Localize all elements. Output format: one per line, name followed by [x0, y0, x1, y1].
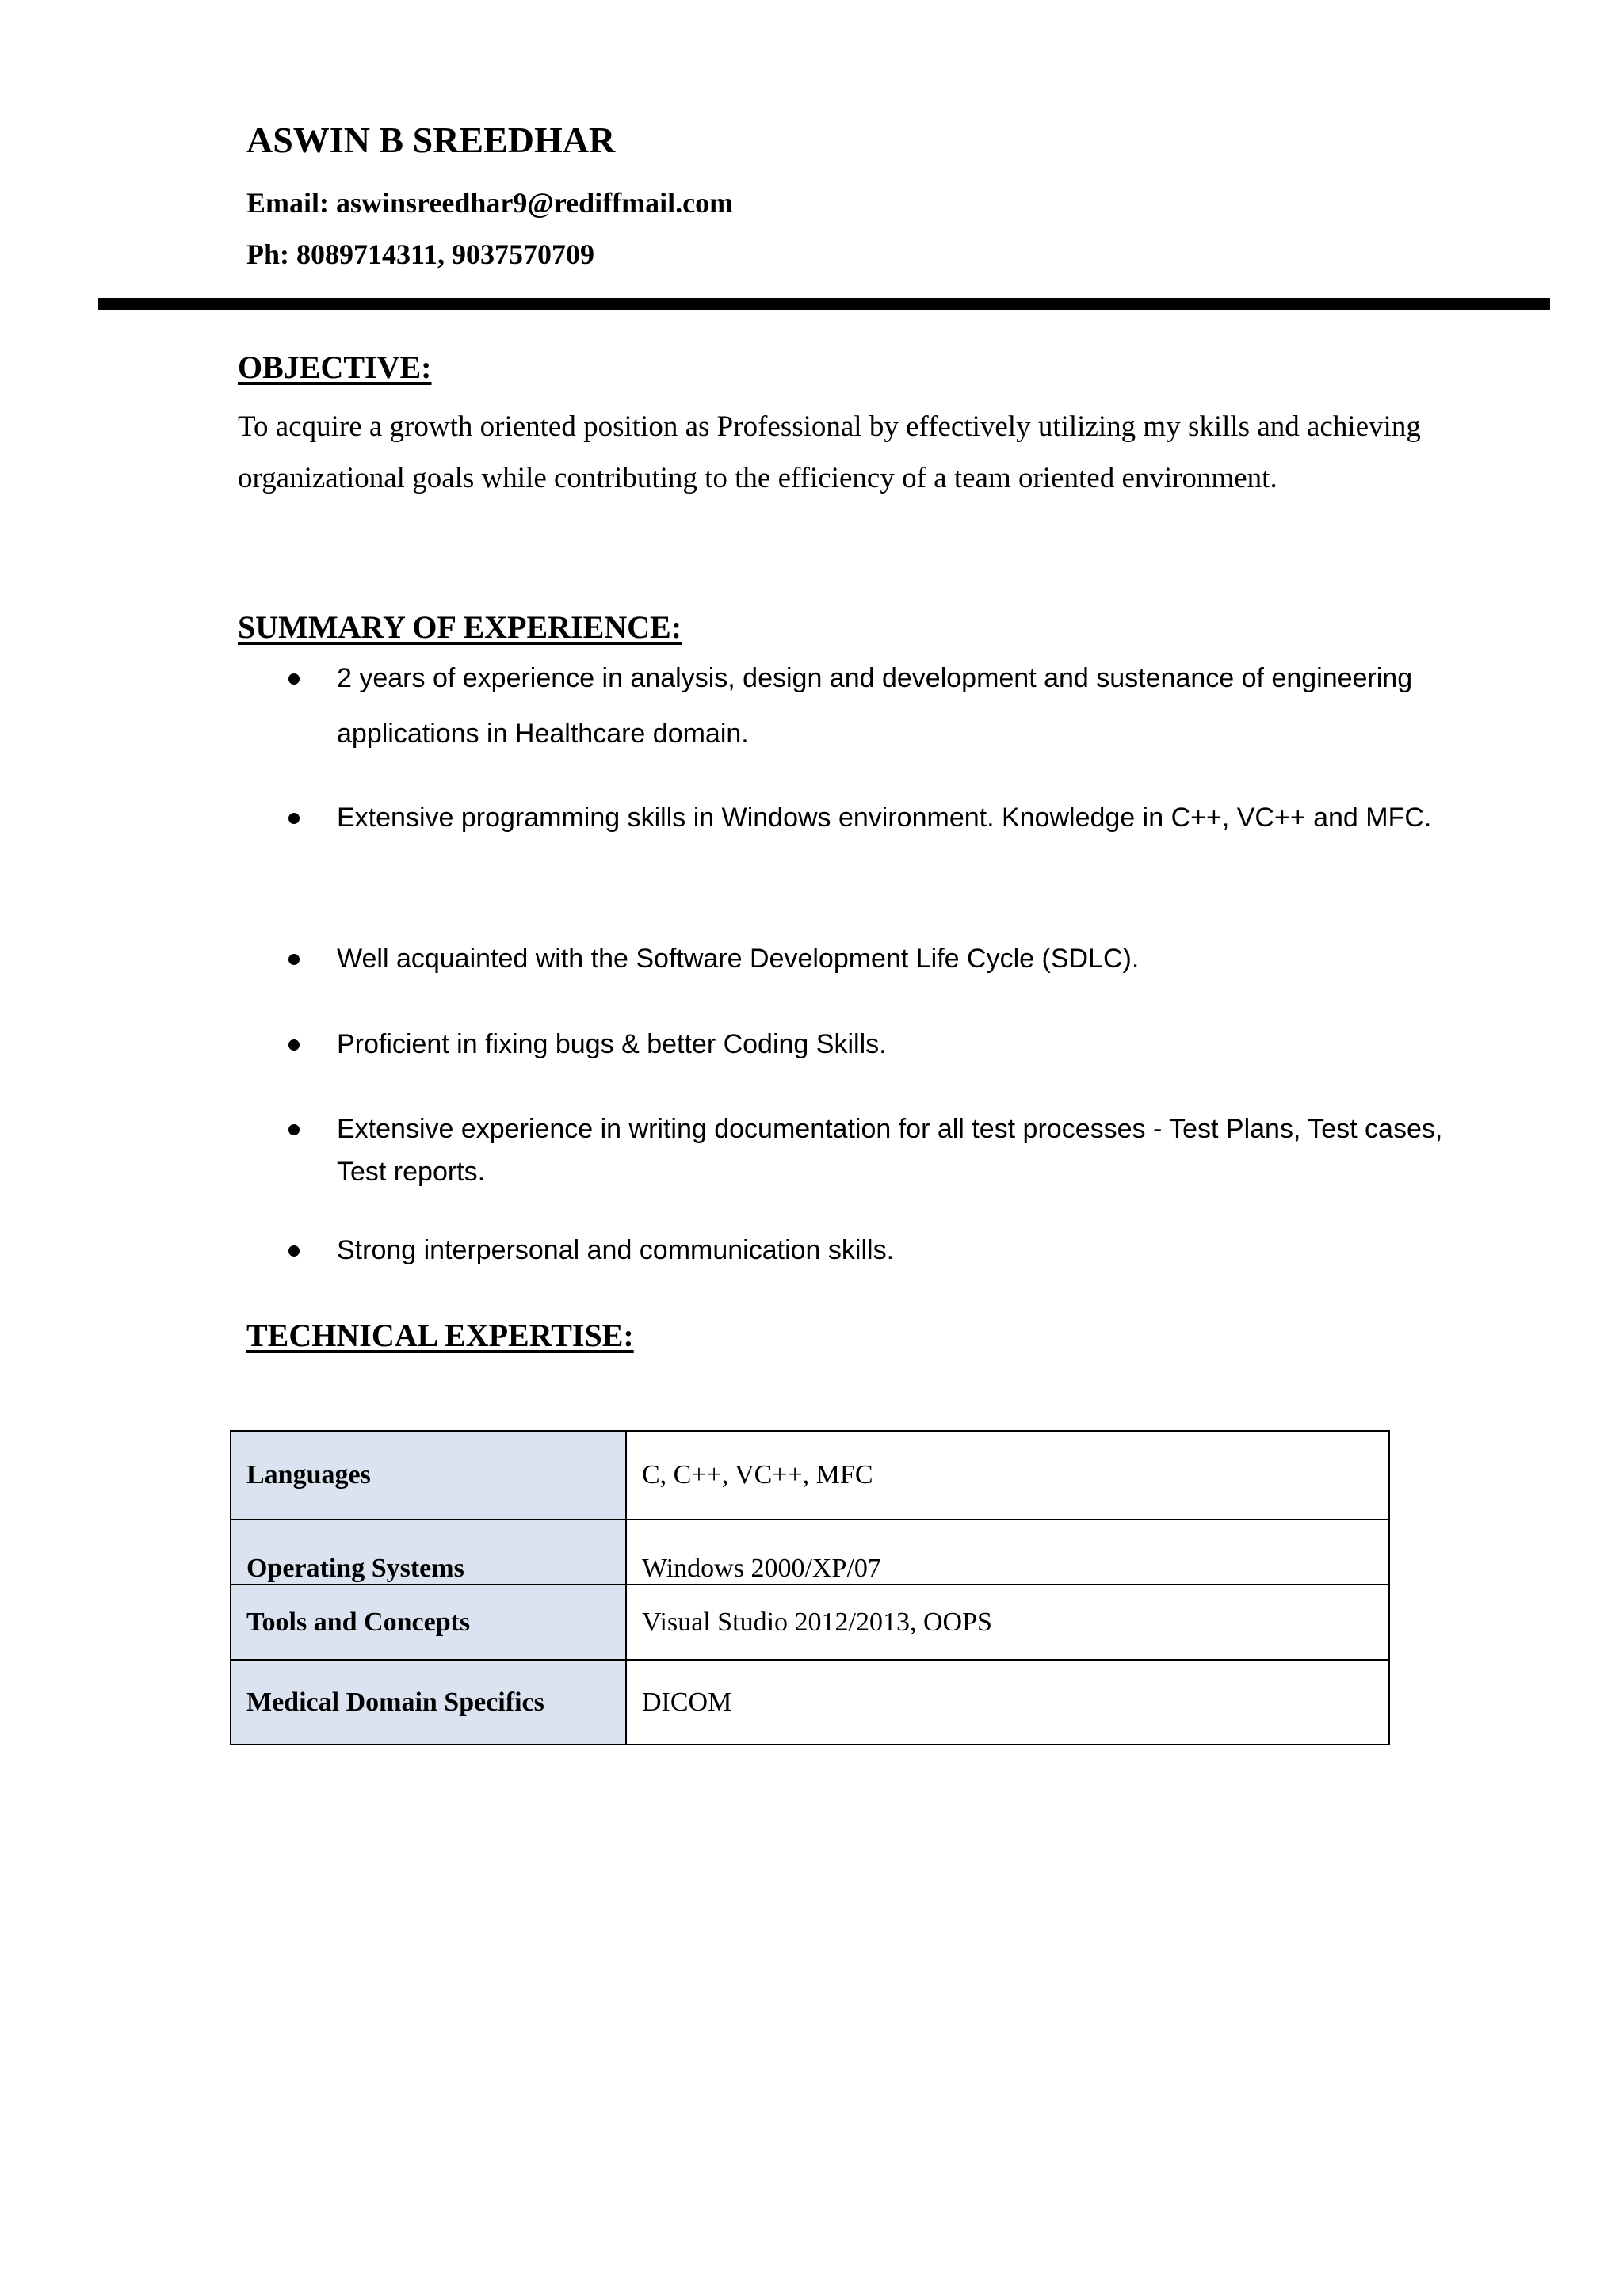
bullet-icon: [288, 1124, 300, 1135]
table-row-label: Operating Systems: [231, 1520, 626, 1585]
technical-expertise-table: [230, 1430, 1390, 1745]
table-row: [231, 1431, 1389, 1520]
table-row-value: Windows 2000/XP/07: [626, 1520, 1389, 1585]
header-divider: [98, 298, 1550, 310]
table-row-label: Languages: [231, 1431, 626, 1520]
bullet-icon: [288, 954, 300, 965]
bullet-icon: [288, 1039, 300, 1051]
candidate-name: ASWIN B SREEDHAR: [246, 120, 616, 160]
objective-text: To acquire a growth oriented position as Professional by effectively utilizing my skills and achieving organizational goals while contributing to the efficiency of a team oriented environment.: [238, 410, 1421, 494]
table-row-label: Tools and Concepts: [231, 1585, 626, 1660]
table-row: [231, 1585, 1389, 1660]
summary-item-text: 2 years of experience in analysis, design and development and sustenance of engineering applications in Healthcare domain.: [337, 663, 1413, 749]
table-row: [231, 1520, 1389, 1585]
summary-item-text: Strong interpersonal and communication skills.: [337, 1235, 895, 1265]
table-row-value: Visual Studio 2012/2013, OOPS: [626, 1585, 1389, 1660]
summary-heading: SUMMARY OF EXPERIENCE:: [238, 609, 682, 645]
summary-item-text: Extensive experience in writing documentation for all test processes - Test Plans, Test cases, Test reports.: [337, 1114, 1443, 1187]
table-row-value: C, C++, VC++, MFC: [626, 1431, 1389, 1520]
bullet-icon: [288, 673, 300, 685]
table-row: [231, 1660, 1389, 1745]
phone-line: Ph: 8089714311, 9037570709: [246, 238, 595, 270]
summary-item-text: Well acquainted with the Software Development Life Cycle (SDLC).: [337, 944, 1140, 974]
table-row-label: Medical Domain Specifics: [231, 1660, 626, 1745]
table-row-value: DICOM: [626, 1660, 1389, 1745]
summary-item-text: Extensive programming skills in Windows environment. Knowledge in C++, VC++ and MFC.: [337, 803, 1432, 833]
bullet-icon: [288, 813, 300, 824]
bullet-icon: [288, 1245, 300, 1257]
objective-heading: OBJECTIVE:: [238, 349, 432, 385]
email-line: Email: aswinsreedhar9@rediffmail.com: [246, 187, 734, 219]
technical-heading: TECHNICAL EXPERTISE:: [246, 1318, 634, 1353]
summary-item-text: Proficient in fixing bugs & better Coding Skills.: [337, 1029, 887, 1059]
